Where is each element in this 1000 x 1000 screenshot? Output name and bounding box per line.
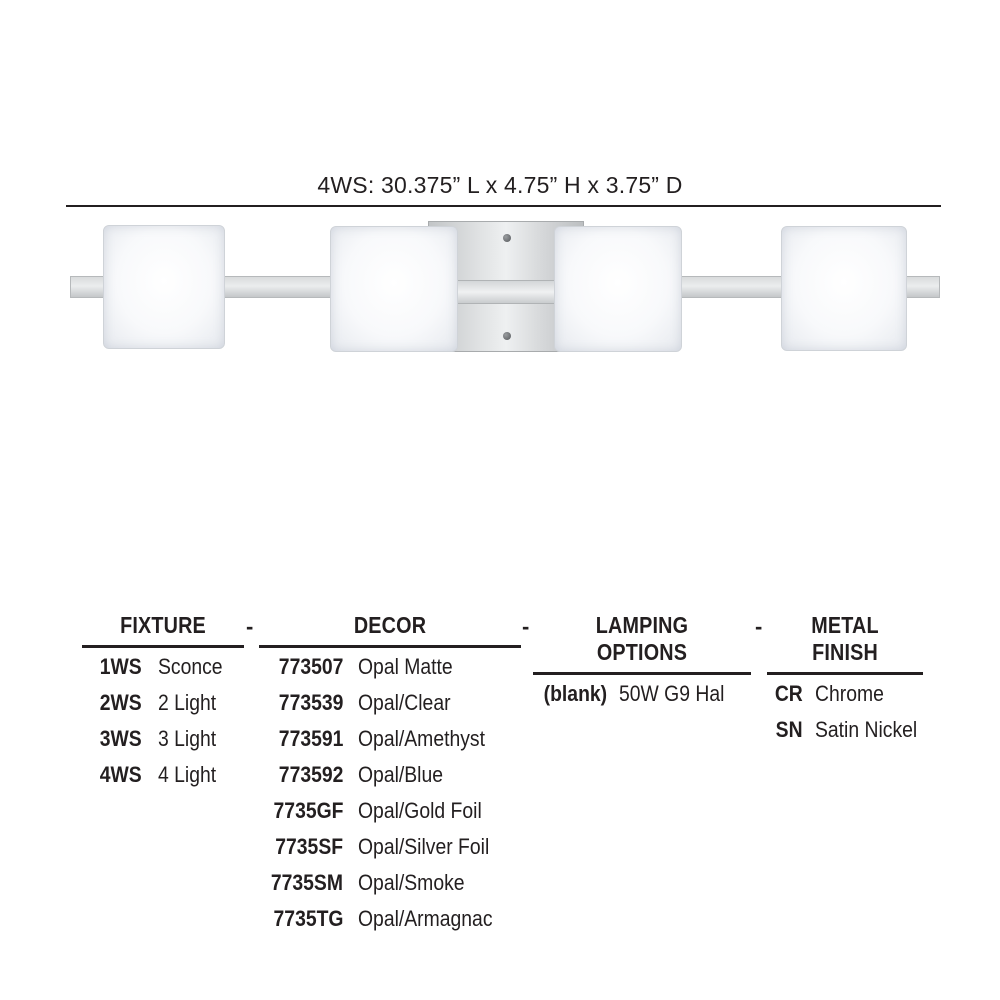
decor-heading: DECOR xyxy=(353,612,427,638)
decor-code: 7735SF xyxy=(275,834,343,859)
decor-rule xyxy=(259,645,521,648)
separator: - xyxy=(246,614,254,639)
decor-code: 773539 xyxy=(278,690,343,715)
dimensions-label: 4WS: 30.375” L x 4.75” H x 3.75” D xyxy=(317,172,683,198)
lamping-code: (blank) xyxy=(543,681,607,706)
lamping-heading: LAMPING OPTIONS xyxy=(595,612,689,665)
separator: - xyxy=(522,614,530,639)
finish-code: CR xyxy=(775,681,803,706)
finish-desc: Satin Nickel xyxy=(815,717,918,742)
finish-code: SN xyxy=(776,717,803,742)
decor-desc: Opal Matte xyxy=(358,654,453,679)
list-item xyxy=(259,654,521,690)
decor-code: 773592 xyxy=(278,762,343,787)
decor-code: 7735GF xyxy=(273,798,343,823)
lamping-desc: 50W G9 Hal xyxy=(619,681,725,706)
list-item xyxy=(533,681,751,717)
separator: - xyxy=(755,614,763,639)
fixture-desc: 4 Light xyxy=(158,762,217,787)
decor-code: 773507 xyxy=(278,654,343,679)
list-item xyxy=(259,798,521,834)
list-item xyxy=(259,834,521,870)
glass-shade xyxy=(330,226,458,352)
fixture-code: 4WS xyxy=(100,762,142,787)
decor-desc: Opal/Blue xyxy=(358,762,444,787)
list-item xyxy=(767,681,923,717)
list-item xyxy=(259,690,521,726)
list-item xyxy=(259,726,521,762)
decor-column xyxy=(259,612,521,942)
glass-shade xyxy=(103,225,225,349)
list-item xyxy=(259,870,521,906)
fixture-code: 1WS xyxy=(100,654,142,679)
finish-rule xyxy=(767,672,923,675)
decor-code: 7735TG xyxy=(273,906,343,931)
fixture-desc: 3 Light xyxy=(158,726,217,751)
glass-shade xyxy=(781,226,907,351)
decor-code: 7735SM xyxy=(270,870,343,895)
fixture-rule xyxy=(82,645,244,648)
fixture-column xyxy=(82,612,244,798)
glass-shade xyxy=(554,226,682,352)
decor-code: 773591 xyxy=(278,726,343,751)
list-item xyxy=(767,717,923,753)
list-item xyxy=(82,690,244,726)
fixture-code: 2WS xyxy=(100,690,142,715)
decor-desc: Opal/Amethyst xyxy=(358,726,485,751)
fixture-code: 3WS xyxy=(100,726,142,751)
fixture-desc: Sconce xyxy=(158,654,223,679)
decor-desc: Opal/Clear xyxy=(358,690,451,715)
screw-icon xyxy=(503,332,511,340)
decor-desc: Opal/Smoke xyxy=(358,870,465,895)
lamping-column xyxy=(533,612,751,717)
finish-desc: Chrome xyxy=(815,681,884,706)
list-item xyxy=(82,726,244,762)
fixture-illustration xyxy=(0,0,1000,420)
fixture-heading: FIXTURE xyxy=(120,612,206,638)
screw-icon xyxy=(503,234,511,242)
finish-heading: METAL FINISH xyxy=(811,612,879,665)
list-item xyxy=(82,762,244,798)
list-item xyxy=(82,654,244,690)
decor-desc: Opal/Silver Foil xyxy=(358,834,490,859)
finish-column xyxy=(767,612,923,753)
fixture-desc: 2 Light xyxy=(158,690,217,715)
list-item xyxy=(259,762,521,798)
lamping-rule xyxy=(533,672,751,675)
decor-desc: Opal/Gold Foil xyxy=(358,798,482,823)
decor-desc: Opal/Armagnac xyxy=(358,906,493,931)
list-item xyxy=(259,906,521,942)
